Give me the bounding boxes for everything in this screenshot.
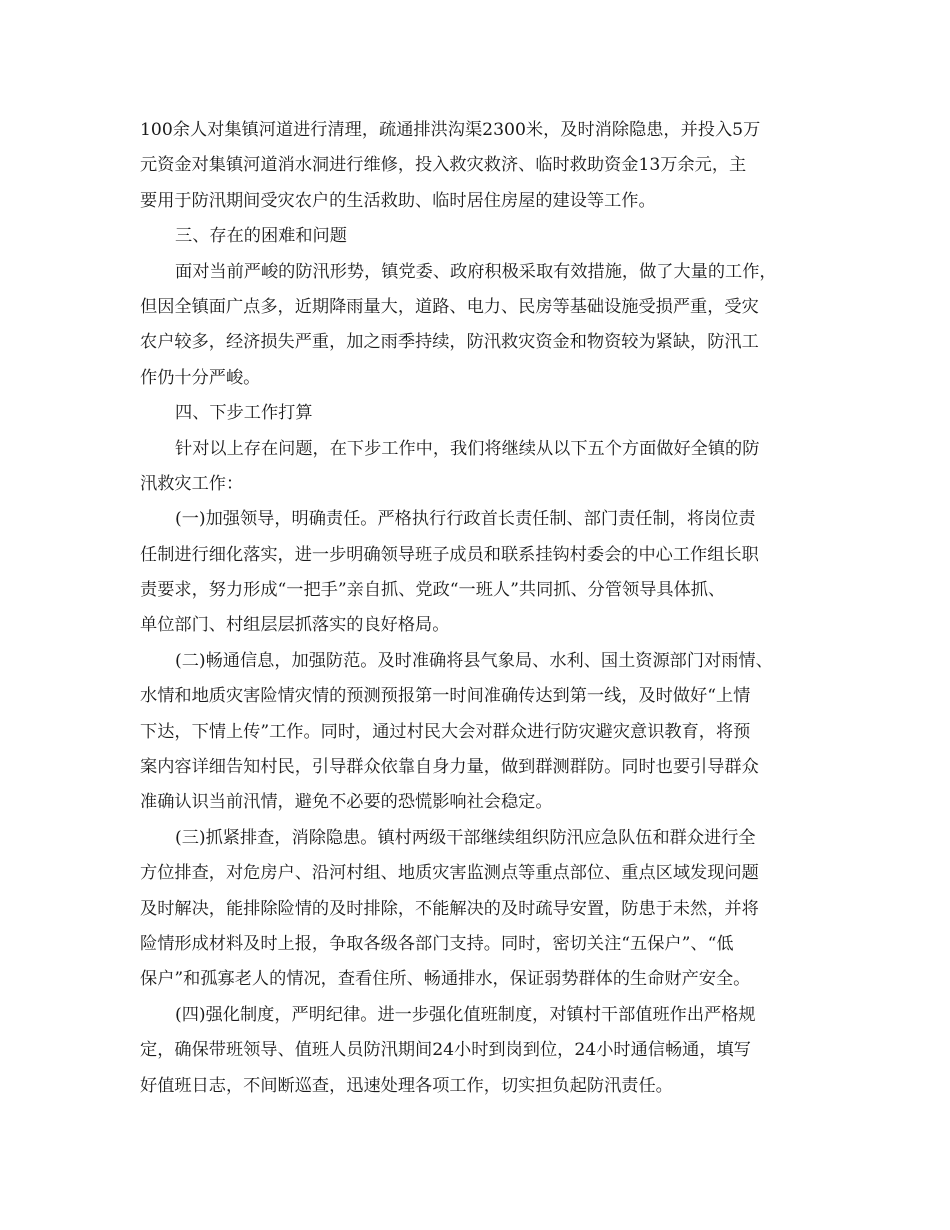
text-line: 案内容详细告知村民，引导群众依靠自身力量，做到群测群防。同时也要引导群众 (140, 757, 759, 778)
text-line: 方位排查，对危房户、沿河村组、地质灾害监测点等重点部位、重点区域发现问题 (140, 863, 759, 884)
text-line: 及时解决，能排除险情的及时排除，不能解决的及时疏导安置，防患于未然，并将 (140, 898, 759, 919)
document-body (140, 113, 820, 1104)
text-line: 100余人对集镇河道进行清理，疏通排洪沟渠2300米，及时消除隐患，并投入5万 (140, 120, 761, 140)
text-line: 定，确保带班领导、值班人员防汛期间24小时到岗到位，24小时通信畅通，填写 (140, 1040, 751, 1061)
text-line: 元资金对集镇河道消水洞进行维修，投入救灾救济、临时救助资金13万余元，主 (140, 155, 747, 176)
paragraph-start-line: (一)加强领导，明确责任。严格执行行政首长责任制、部门责任制，将岗位责 (175, 509, 756, 530)
text-line: 农户较多，经济损失严重，加之雨季持续，防汛救灾资金和物资较为紧缺，防汛工 (140, 332, 759, 353)
text-line: 要用于防汛期间受灾农户的生活救助、临时居住房屋的建设等工作。 (140, 190, 656, 211)
text-line: 下达，下情上传”工作。同时，通过村民大会对群众进行防灾避灾意识教育，将预 (140, 721, 751, 742)
paragraph-start-line: (三)抓紧排查，消除隐患。镇村两级干部继续组织防汛应急队伍和群众进行全 (175, 827, 756, 848)
paragraph-start-line: (四)强化制度，严明纪律。进一步强化值班制度，对镇村干部值班作出严格规 (175, 1004, 756, 1025)
text-line: 险情形成材料及时上报，争取各级各部门支持。同时，密切关注“五保户”、“低 (140, 933, 734, 954)
text-line: 汛救灾工作： (140, 473, 244, 494)
text-line: 保户”和孤寡老人的情况，查看住所、畅通排水，保证弱势群体的生命财产安全。 (140, 969, 751, 990)
paragraph-start-line: 针对以上存在问题，在下步工作中，我们将继续从以下五个方面做好全镇的防 (175, 438, 760, 459)
text-line: 作仍十分严峻。 (140, 367, 261, 388)
text-line: 准确认识当前汛情，避免不必要的恐慌影响社会稳定。 (140, 792, 553, 813)
paragraph-start-line: 三、存在的困难和问题 (175, 226, 347, 247)
text-line: 但因全镇面广点多，近期降雨量大，道路、电力、民房等基础设施受损严重，受灾 (140, 296, 759, 317)
paragraph-start-line: 面对当前严峻的防汛形势，镇党委、政府积极采取有效措施，做了大量的工作， (175, 261, 777, 282)
text-line: 责要求，努力形成“一把手”亲自抓、党政“一班人”共同抓、分管领导具体抓、 (140, 580, 726, 601)
paragraph-start-line: 四、下步工作打算 (175, 403, 313, 424)
text-line: 好值班日志，不间断巡查，迅速处理各项工作，切实担负起防汛责任。 (140, 1075, 673, 1096)
paragraph-start-line: (二)畅通信息，加强防范。及时准确将县气象局、水利、国土资源部门对雨情、 (175, 650, 773, 671)
text-line: 单位部门、村组层层抓落实的良好格局。 (140, 615, 450, 636)
text-line: 任制进行细化落实，进一步明确领导班子成员和联系挂钩村委会的中心工作组长职 (140, 544, 759, 565)
text-line: 水情和地质灾害险情灾情的预测预报第一时间准确传达到第一线，及时做好“上情 (140, 686, 751, 707)
